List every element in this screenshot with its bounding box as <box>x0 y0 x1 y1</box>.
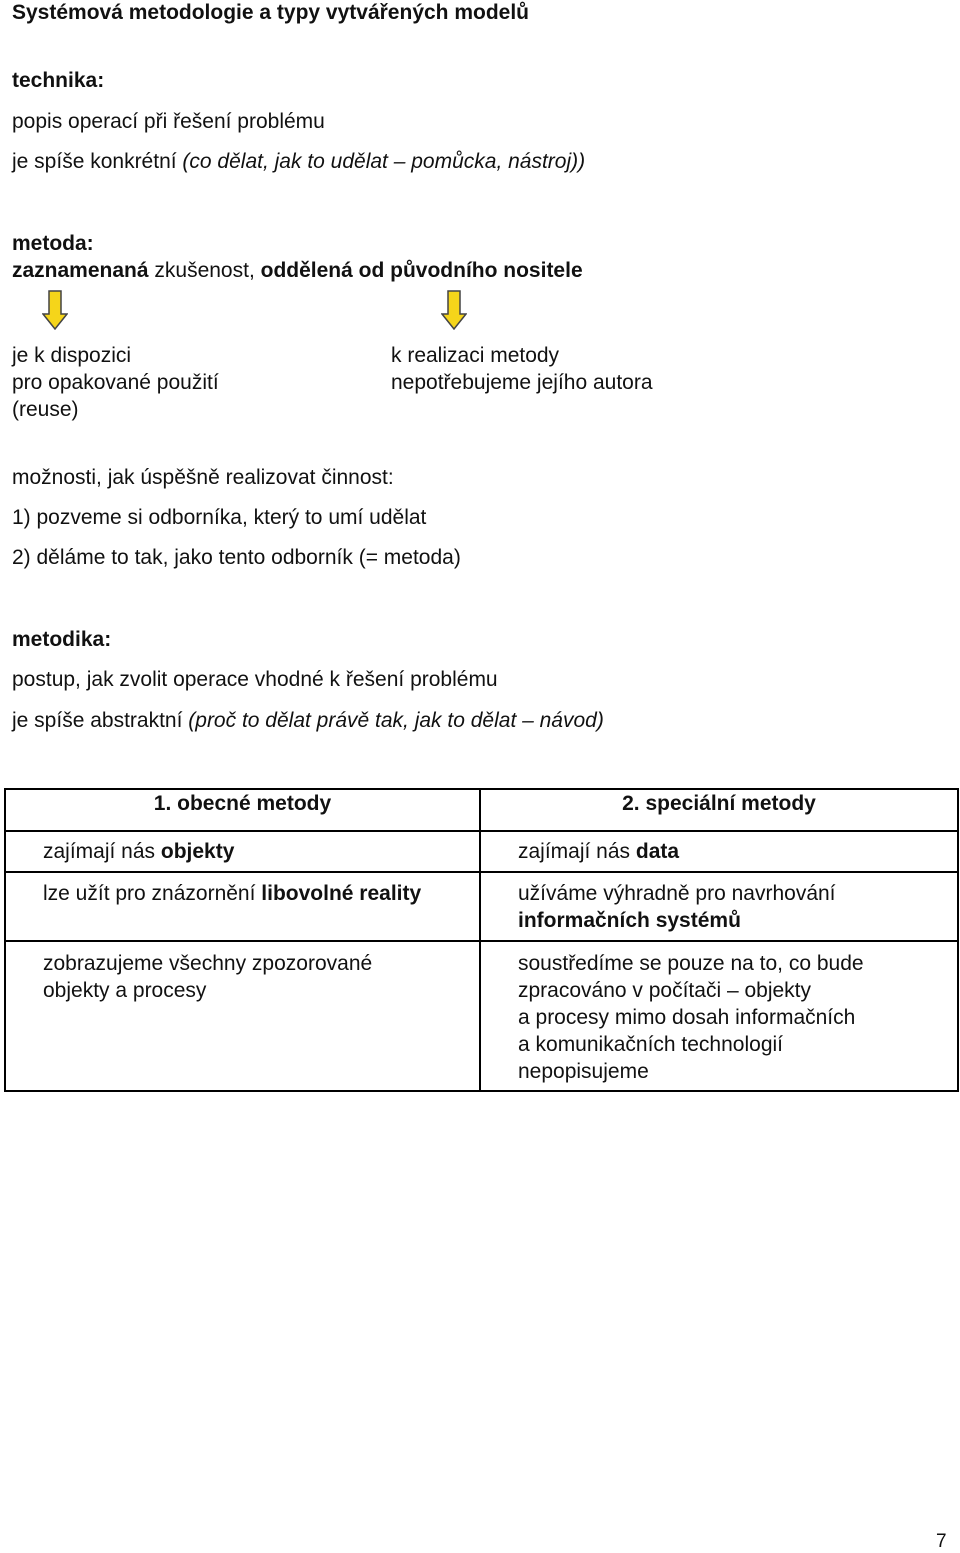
table-header-row <box>5 789 958 831</box>
table-cell: soustředíme se pouze na to, co bude zpracováno v počítači – objekty a procesy mimo dosah informačních a komunikačních technologií nepopisujeme <box>480 941 958 1091</box>
technika-line-1: popis operací při řešení problému <box>12 110 325 133</box>
table-cell: zajímají nás objekty <box>5 831 480 872</box>
moznosti-heading: možnosti, jak úspěšně realizovat činnost: <box>12 466 394 489</box>
down-arrow-icon <box>42 290 68 330</box>
reuse-line: (reuse) <box>12 398 79 421</box>
table-row <box>5 872 958 941</box>
table-cell: zajímají nás data <box>480 831 958 872</box>
table-cell: užíváme výhradně pro navrhování informačních systémů <box>480 872 958 941</box>
reuse-line: je k dispozici <box>12 344 132 367</box>
moznosti-item-1: 1) pozveme si odborníka, který to umí udělat <box>12 506 427 529</box>
technika-heading: technika: <box>12 69 105 92</box>
col-header-general: 1. obecné metody <box>5 789 480 831</box>
reuse-line: pro opakované použití <box>12 371 219 394</box>
reuse-column <box>12 342 219 423</box>
table-cell: zobrazujeme všechny zpozorované objekty a procesy <box>5 941 480 1091</box>
metodika-line-1: postup, jak zvolit operace vhodné k řešení problému <box>12 668 498 691</box>
metodika-line-2: je spíše abstraktní (proč to dělat právě tak, jak to dělat – návod) <box>12 709 604 732</box>
page-title: Systémová metodologie a typy vytvářených modelů <box>12 1 530 24</box>
table-row <box>5 941 958 1091</box>
metoda-definition: zaznamenaná zkušenost, oddělená od původního nositele <box>12 259 583 282</box>
metodika-heading: metodika: <box>12 628 112 651</box>
col-header-special: 2. speciální metody <box>480 789 958 831</box>
down-arrow-icon <box>441 290 467 330</box>
author-line: nepotřebujeme jejího autora <box>391 371 653 394</box>
author-column <box>391 342 653 396</box>
metoda-heading: metoda: <box>12 232 94 255</box>
moznosti-item-2: 2) děláme to tak, jako tento odborník (= metoda) <box>12 546 461 569</box>
technika-line-2: je spíše konkrétní (co dělat, jak to udělat – pomůcka, nástroj)) <box>12 150 586 173</box>
page-number: 7 <box>936 1531 947 1552</box>
table-row <box>5 831 958 872</box>
table-cell: lze užít pro znázornění libovolné reality <box>5 872 480 941</box>
author-line: k realizaci metody <box>391 344 560 367</box>
methods-comparison-table <box>4 788 959 1092</box>
